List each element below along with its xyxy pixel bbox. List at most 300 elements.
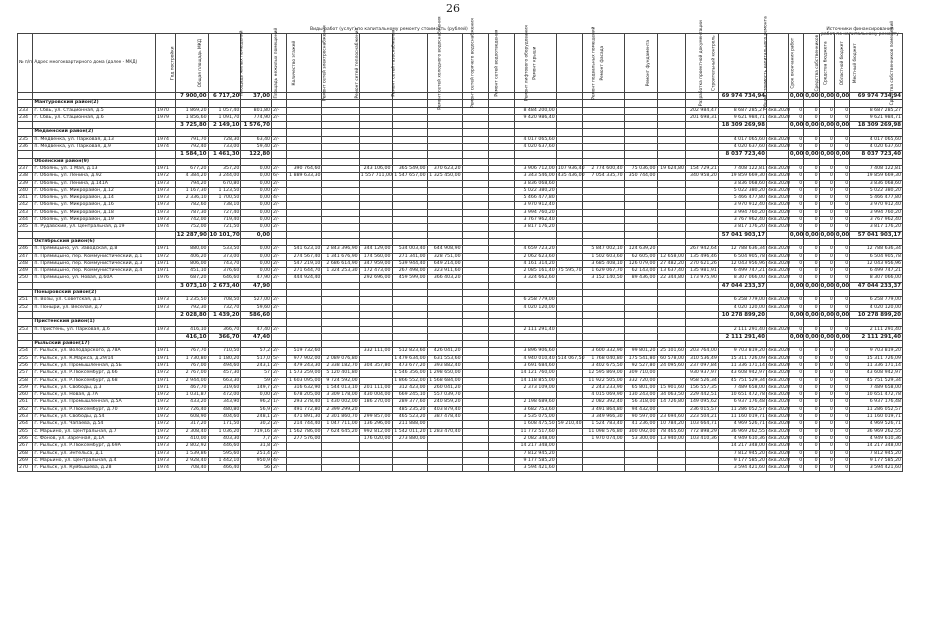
table-cell bbox=[515, 341, 557, 348]
table-cell: 373,00 bbox=[208, 253, 241, 260]
table-cell bbox=[392, 224, 427, 231]
table-cell bbox=[18, 158, 33, 165]
table-cell: 4кв.2020 bbox=[768, 457, 790, 463]
table-cell: 12 287,90 bbox=[176, 231, 207, 238]
table-cell: 772 898,29 bbox=[685, 428, 718, 435]
table-cell bbox=[462, 450, 488, 457]
table-cell: 366,70 bbox=[208, 333, 241, 340]
table-cell: 782,60 bbox=[175, 202, 208, 209]
table-row bbox=[18, 435, 903, 442]
table-cell bbox=[175, 341, 208, 348]
table-cell bbox=[427, 180, 462, 187]
table-cell bbox=[287, 136, 322, 143]
table-cell bbox=[488, 195, 514, 202]
table-cell: 57 bbox=[241, 370, 272, 377]
table-cell: 8 687 285,27 bbox=[718, 107, 766, 114]
table-row bbox=[18, 384, 903, 391]
table-cell bbox=[556, 238, 582, 245]
table-cell: 235 bbox=[18, 136, 33, 143]
table-cell: 792,40 bbox=[175, 144, 208, 151]
table-cell bbox=[18, 231, 33, 238]
table-cell: 201 698,31 bbox=[685, 114, 718, 121]
table-cell bbox=[850, 341, 903, 348]
table-cell: 0 bbox=[819, 224, 834, 231]
table-cell: 457,30 bbox=[208, 370, 241, 377]
table-cell bbox=[657, 290, 685, 297]
table-cell: 1972 bbox=[156, 253, 176, 260]
table-cell: 13 637,40 bbox=[657, 268, 685, 275]
table-cell: 23 694,60 bbox=[657, 414, 685, 421]
table-cell bbox=[624, 319, 657, 326]
table-cell: 0 bbox=[834, 246, 849, 253]
table-cell: 1 036,20 bbox=[208, 428, 241, 435]
table-cell: 2 928,40 bbox=[175, 457, 208, 464]
table-cell: 4кв.2020 bbox=[768, 450, 790, 456]
table-cell bbox=[18, 319, 33, 326]
table-cell bbox=[462, 362, 488, 369]
district-row bbox=[18, 341, 903, 348]
table-cell: 0,00 bbox=[241, 253, 272, 260]
table-cell: 0,00 bbox=[241, 217, 272, 224]
table-cell: 3 491 864,80 bbox=[583, 406, 625, 413]
table-cell bbox=[462, 144, 488, 151]
table-cell: 2 198 689,60 bbox=[515, 399, 557, 406]
table-cell: 0,00 bbox=[789, 231, 804, 238]
table-cell: 3 836 068,60 bbox=[515, 180, 557, 187]
table-cell bbox=[208, 341, 241, 348]
table-cell bbox=[583, 114, 625, 121]
table-cell bbox=[33, 333, 156, 340]
table-cell bbox=[33, 93, 156, 100]
table-cell: 2 082 348,00 bbox=[515, 435, 557, 442]
table-cell: 14 217 348,00 bbox=[515, 443, 557, 450]
table-cell bbox=[427, 341, 462, 348]
table-cell: 2 843 396,90 bbox=[322, 246, 359, 253]
table-cell: 0 bbox=[804, 348, 819, 355]
table-cell: 69 974 734,94 bbox=[718, 93, 766, 100]
table-cell bbox=[583, 187, 625, 194]
table-cell bbox=[583, 326, 625, 333]
table-cell bbox=[488, 282, 514, 289]
table-cell: 4кв.2020 bbox=[768, 399, 790, 405]
table-cell: 930 937,97 bbox=[685, 370, 718, 377]
table-cell bbox=[359, 217, 392, 224]
table-cell bbox=[657, 457, 685, 464]
table-cell: 8 484 200,00 bbox=[515, 107, 557, 114]
table-cell: 2/- bbox=[272, 260, 287, 267]
table-cell bbox=[462, 384, 488, 391]
table-cell bbox=[685, 311, 718, 318]
table-cell bbox=[685, 238, 718, 245]
table-cell: 14 118 855,00 bbox=[515, 377, 557, 384]
table-cell: 472,00 bbox=[208, 392, 241, 399]
table-cell bbox=[392, 304, 427, 311]
table-cell: 2/- bbox=[272, 187, 287, 194]
table-cell: 4кв.2020 bbox=[768, 202, 790, 208]
table-cell bbox=[427, 93, 462, 100]
table-cell: 0,00 bbox=[805, 122, 819, 129]
table-cell: 0 bbox=[819, 384, 834, 391]
table-cell: 0 bbox=[804, 377, 819, 384]
table-cell: 14 121 760,00 bbox=[515, 370, 557, 377]
table-cell: 767,70 bbox=[175, 348, 208, 355]
table-cell: 644 908,90 bbox=[427, 246, 462, 253]
table-cell bbox=[657, 246, 685, 253]
table-cell: 59,60 bbox=[241, 304, 272, 311]
column-header: Местный бюджет bbox=[834, 34, 849, 93]
table-cell bbox=[462, 377, 488, 384]
table-cell bbox=[804, 319, 819, 326]
table-cell: 2 774 600,40 bbox=[583, 165, 625, 172]
table-cell: 2/- bbox=[272, 268, 287, 275]
table-cell bbox=[515, 290, 557, 297]
table-cell: 2/- bbox=[272, 370, 287, 377]
table-cell: 0 bbox=[834, 114, 849, 121]
table-cell bbox=[657, 217, 685, 224]
table-cell: 2/- bbox=[272, 465, 287, 472]
column-header: Ремонт подвальных помещений bbox=[556, 34, 582, 93]
table-cell: 1 235,50 bbox=[175, 297, 208, 304]
table-cell: г. Рыльск, ул. Р.Люксембург, д.66 bbox=[33, 370, 156, 377]
table-cell bbox=[657, 202, 685, 209]
table-cell: 25 101,60 bbox=[657, 348, 685, 355]
table-cell bbox=[322, 107, 359, 114]
table-cell bbox=[624, 195, 657, 202]
table-cell bbox=[287, 144, 322, 151]
table-cell: 0 bbox=[834, 384, 849, 391]
table-cell: 293 278,40 bbox=[287, 399, 322, 406]
table-cell: 4кв.2020 bbox=[768, 209, 790, 215]
table-cell: 0 bbox=[834, 144, 849, 151]
table-cell: 727,40 bbox=[208, 209, 241, 216]
table-cell: 0 bbox=[804, 428, 819, 435]
table-cell: 7 408 122,81 bbox=[718, 165, 766, 172]
table-cell: 2/- bbox=[272, 253, 287, 260]
table-cell: 4кв.2020 bbox=[768, 136, 790, 142]
table-cell bbox=[322, 187, 359, 194]
table-cell: 678 205,00 bbox=[287, 392, 322, 399]
table-cell bbox=[287, 290, 322, 297]
table-cell bbox=[287, 100, 322, 107]
table-cell: 243 106,00 bbox=[359, 165, 392, 172]
table-cell bbox=[322, 319, 359, 326]
table-cell bbox=[156, 290, 176, 297]
table-cell bbox=[556, 348, 582, 355]
table-cell bbox=[392, 333, 427, 340]
table-cell: п. Прямицыно, пер. Коммунистический, д.3 bbox=[33, 260, 156, 267]
table-cell bbox=[462, 392, 488, 399]
table-row bbox=[18, 392, 903, 399]
table-cell: 2/- bbox=[272, 362, 287, 369]
table-row bbox=[18, 377, 903, 384]
table-cell bbox=[488, 180, 514, 187]
table-cell: 2/- bbox=[272, 114, 287, 121]
table-cell: 0 bbox=[819, 421, 834, 428]
table-cell: 14 726,80 bbox=[657, 399, 685, 406]
table-cell bbox=[322, 311, 359, 318]
table-cell: 92 527,80 bbox=[624, 362, 657, 369]
table-cell bbox=[462, 319, 488, 326]
table-cell: 0,00 bbox=[241, 392, 272, 399]
table-cell bbox=[556, 260, 582, 267]
table-cell: 122,80 bbox=[241, 151, 272, 158]
table-cell: 0 bbox=[788, 399, 803, 406]
table-cell bbox=[657, 209, 685, 216]
table-cell: 11 160 019,71 bbox=[850, 414, 903, 421]
table-cell: 0 bbox=[788, 165, 803, 172]
table-cell bbox=[685, 282, 718, 289]
table-cell: 6/- bbox=[272, 173, 287, 180]
table-cell: 0 bbox=[788, 253, 803, 260]
table-cell: 2/- bbox=[272, 180, 287, 187]
table-cell: 403 879,40 bbox=[427, 406, 462, 413]
table-cell bbox=[156, 238, 176, 245]
table-cell bbox=[657, 224, 685, 231]
table-cell bbox=[156, 151, 176, 158]
table-cell: п. Возы, ул. Советская, д.1 bbox=[33, 297, 156, 304]
table-cell: 1 298 650,00 bbox=[427, 370, 462, 377]
table-cell bbox=[392, 231, 427, 238]
table-cell bbox=[427, 465, 462, 472]
table-cell bbox=[657, 93, 685, 100]
subtotal-row bbox=[18, 231, 903, 238]
table-cell: 0,00 bbox=[835, 122, 850, 129]
table-cell: 251,4 bbox=[241, 450, 272, 457]
table-cell: 0 bbox=[819, 144, 834, 151]
table-cell bbox=[322, 457, 359, 464]
table-cell bbox=[322, 304, 359, 311]
table-cell bbox=[322, 231, 359, 238]
table-cell: 586,60 bbox=[241, 311, 272, 318]
table-cell bbox=[488, 297, 514, 304]
table-cell bbox=[322, 341, 359, 348]
table-cell: 4 940 010,40 bbox=[515, 355, 557, 362]
table-cell bbox=[287, 443, 322, 450]
table-cell: 243,1 bbox=[241, 362, 272, 369]
table-cell bbox=[657, 377, 685, 384]
table-cell: 0 bbox=[788, 187, 803, 194]
table-cell: 0 bbox=[788, 450, 803, 457]
table-cell bbox=[287, 457, 322, 464]
table-cell: 3 324 662,60 bbox=[515, 275, 557, 282]
table-cell bbox=[556, 297, 582, 304]
table-cell bbox=[359, 319, 392, 326]
table-cell: 3 594 421,60 bbox=[515, 465, 557, 472]
table-cell: 264 bbox=[18, 421, 33, 428]
table-cell bbox=[462, 122, 488, 129]
table-cell: 466,40 bbox=[208, 465, 241, 472]
table-cell bbox=[583, 217, 625, 224]
table-cell bbox=[657, 136, 685, 143]
table-cell: 5 022 380,20 bbox=[718, 187, 766, 194]
table-cell: 446,60 bbox=[208, 443, 241, 450]
table-cell bbox=[322, 275, 359, 282]
table-cell bbox=[322, 129, 359, 136]
table-cell: 0 bbox=[788, 107, 803, 114]
table-cell bbox=[657, 231, 685, 238]
table-cell: 0,00 bbox=[241, 268, 272, 275]
table-cell: 1972 bbox=[156, 406, 176, 413]
table-cell bbox=[583, 443, 625, 450]
table-cell: 0 bbox=[804, 246, 819, 253]
table-cell bbox=[488, 231, 514, 238]
table-cell: 53 300,00 bbox=[624, 435, 657, 442]
table-cell bbox=[556, 114, 582, 121]
table-cell bbox=[272, 238, 287, 245]
table-cell: 0 bbox=[819, 326, 834, 333]
table-cell bbox=[583, 238, 625, 245]
table-cell bbox=[657, 107, 685, 114]
table-cell bbox=[685, 217, 718, 224]
table-cell: 1 283 470,40 bbox=[427, 428, 462, 435]
table-cell bbox=[556, 450, 582, 457]
table-cell bbox=[804, 100, 819, 107]
table-cell: 9 420 986,40 bbox=[515, 114, 557, 121]
table-cell bbox=[624, 107, 657, 114]
table-cell bbox=[427, 224, 462, 231]
table-cell bbox=[241, 290, 272, 297]
table-cell bbox=[657, 238, 685, 245]
table-cell: 1971 bbox=[156, 246, 176, 253]
table-cell: 47 044 233,37 bbox=[850, 282, 903, 289]
table-cell bbox=[322, 435, 359, 442]
table-cell bbox=[488, 304, 514, 311]
table-cell: 263 bbox=[18, 414, 33, 421]
table-cell: 4 969 526,71 bbox=[850, 421, 903, 428]
table-cell bbox=[556, 435, 582, 442]
table-row bbox=[18, 246, 903, 253]
table-cell: 10 651 472,78 bbox=[850, 392, 903, 399]
table-cell bbox=[287, 180, 322, 187]
column-header: Ремонт лифтового оборудования bbox=[488, 34, 514, 93]
table-cell bbox=[624, 202, 657, 209]
table-cell: 4 017 065,60 bbox=[850, 136, 903, 143]
table-cell: 2/- bbox=[272, 435, 287, 442]
table-cell: 743,70 bbox=[208, 260, 241, 267]
column-header: Площадь жилых помещений bbox=[208, 34, 241, 93]
table-cell bbox=[359, 195, 392, 202]
table-cell bbox=[657, 443, 685, 450]
table-cell: 4кв.2020 bbox=[768, 217, 790, 223]
table-cell bbox=[175, 290, 208, 297]
table-cell: 1971 bbox=[156, 384, 176, 391]
table-cell: 299 857,00 bbox=[359, 414, 392, 421]
table-cell bbox=[819, 158, 834, 165]
table-cell: г. Обоянь, ул. Микрорайон, д.16 bbox=[33, 202, 156, 209]
table-cell: 1971 bbox=[156, 260, 176, 267]
table-cell bbox=[488, 165, 514, 172]
table-cell: 241 bbox=[18, 195, 33, 202]
table-cell bbox=[33, 231, 156, 238]
district-row bbox=[18, 238, 903, 245]
table-cell bbox=[322, 158, 359, 165]
table-cell: 0 bbox=[834, 268, 849, 275]
table-cell bbox=[359, 231, 392, 238]
table-cell: 3 691 684,60 bbox=[515, 362, 557, 369]
column-header: Ремонт сетей электроснабжения bbox=[287, 34, 322, 93]
table-cell: 1 180,20 bbox=[208, 355, 241, 362]
table-cell bbox=[462, 158, 488, 165]
table-cell bbox=[767, 231, 789, 238]
table-cell: 0 bbox=[804, 195, 819, 202]
table-cell: 0 bbox=[788, 421, 803, 428]
table-cell: 154 729,21 bbox=[685, 165, 718, 172]
table-cell bbox=[427, 450, 462, 457]
table-cell bbox=[359, 93, 392, 100]
table-cell: 261 bbox=[18, 399, 33, 406]
table-cell bbox=[788, 100, 803, 107]
table-cell bbox=[819, 319, 834, 326]
table-cell bbox=[287, 311, 322, 318]
table-cell bbox=[488, 450, 514, 457]
table-cell: 4кв.2020 bbox=[768, 260, 790, 266]
table-cell: 1 430 002,00 bbox=[322, 399, 359, 406]
table-cell: 89 436,00 bbox=[624, 275, 657, 282]
table-cell: г. Рыльск, ул. Р.Люксембург, д.69А bbox=[33, 443, 156, 450]
table-cell bbox=[462, 253, 488, 260]
table-row bbox=[18, 144, 903, 151]
column-header: № п/п bbox=[18, 34, 33, 93]
table-cell: 268 bbox=[18, 450, 33, 457]
table-cell bbox=[359, 341, 392, 348]
table-cell bbox=[322, 443, 359, 450]
table-cell: 4кв.2020 bbox=[768, 443, 790, 449]
table-cell: 3 906 712,00 bbox=[515, 165, 557, 172]
column-header: Ремонт фундамента bbox=[624, 34, 657, 93]
table-cell: 2/- bbox=[272, 224, 287, 231]
table-cell bbox=[767, 129, 789, 136]
table-cell: 1 546 356,00 bbox=[392, 370, 427, 377]
table-cell: 4кв.2020 bbox=[768, 297, 790, 303]
table-cell bbox=[462, 129, 488, 136]
table-cell: 265 bbox=[18, 428, 33, 435]
table-cell bbox=[359, 224, 392, 231]
table-cell: 1972 bbox=[156, 428, 176, 435]
table-cell: 9 724 592,00 bbox=[322, 377, 359, 384]
table-cell: 4 020 637,60 bbox=[515, 144, 557, 151]
table-cell bbox=[322, 333, 359, 340]
table-cell: 4кв.2020 bbox=[768, 180, 790, 186]
table-cell: 4 020 120,00 bbox=[515, 304, 557, 311]
table-cell: г. Сбвь, ул. Стационная, д.6 bbox=[33, 114, 156, 121]
table-cell: 4 384,20 bbox=[175, 173, 208, 180]
table-cell: Пристенский район(1) bbox=[33, 319, 156, 326]
table-cell: 3 817 176,20 bbox=[515, 224, 557, 231]
table-cell bbox=[392, 195, 427, 202]
table-cell: 2/- bbox=[272, 209, 287, 216]
table-cell bbox=[488, 144, 514, 151]
table-cell bbox=[624, 114, 657, 121]
table-cell bbox=[427, 282, 462, 289]
table-cell: 742,00 bbox=[175, 217, 208, 224]
table-cell: 0 bbox=[819, 465, 834, 472]
table-cell bbox=[359, 136, 392, 143]
table-cell bbox=[427, 187, 462, 194]
table-cell bbox=[287, 158, 322, 165]
table-cell: 4/- bbox=[272, 195, 287, 202]
table-cell bbox=[18, 129, 33, 136]
table-cell bbox=[427, 290, 462, 297]
table-cell bbox=[488, 268, 514, 275]
table-cell: п. Прямицыно, пер. Коммунистический, д.4 bbox=[33, 268, 156, 275]
table-cell: 7 900,00 bbox=[175, 93, 208, 100]
table-cell: 4кв.2020 bbox=[768, 268, 790, 274]
table-cell: 258 bbox=[18, 377, 33, 384]
table-cell bbox=[359, 158, 392, 165]
table-cell: 0 bbox=[804, 217, 819, 224]
column-header: Областной бюджет bbox=[819, 34, 834, 93]
table-cell bbox=[556, 457, 582, 464]
